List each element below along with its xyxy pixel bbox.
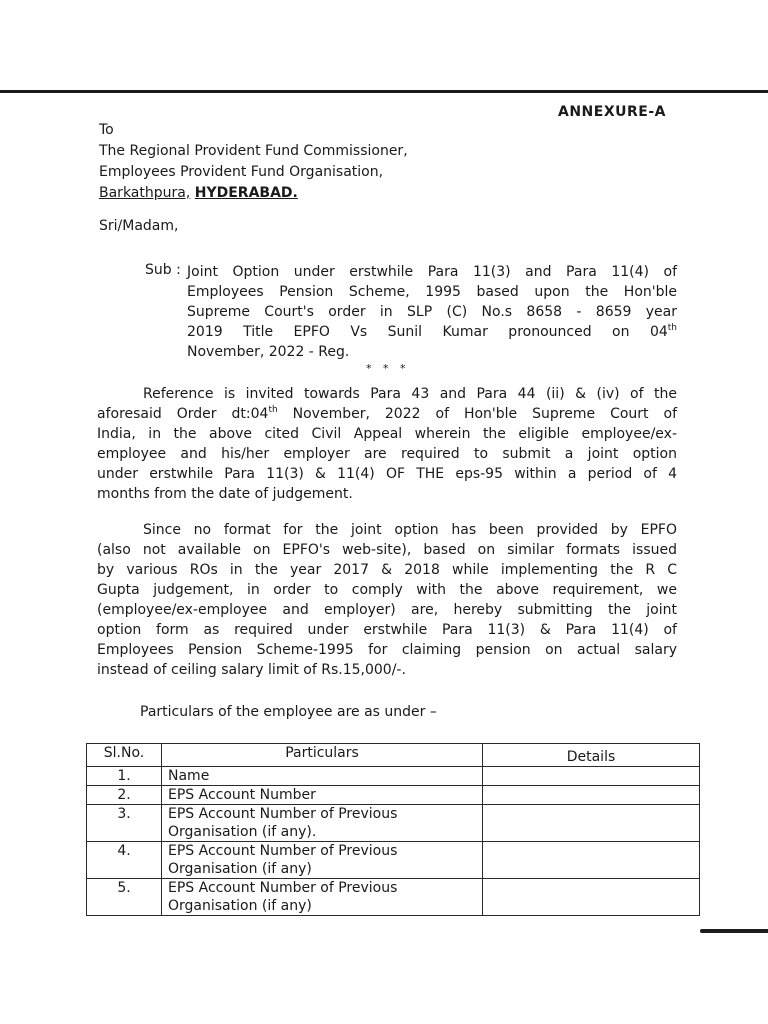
para2-line: Gupta judgement, in order to comply with the above requirement, we (97, 582, 677, 598)
row-particular: Name (162, 767, 483, 786)
para1-line: months from the date of judgement. (97, 486, 353, 502)
address-line-1: The Regional Provident Fund Commissioner, (99, 143, 408, 159)
row-slno: 3. (87, 805, 162, 842)
row-particular-line: Organisation (if any). (168, 824, 317, 840)
address-line-2: Employees Provident Fund Organisation, (99, 164, 384, 180)
subject-line: 2019 Title EPFO Vs Sunil Kumar pronounced on (187, 324, 630, 340)
subject-block (145, 262, 677, 362)
para1-line: employee and his/her employer are required to submit a joint option (97, 446, 677, 462)
address-to: To (99, 122, 114, 138)
header-slno: Sl.No. (87, 744, 162, 767)
row-particular-line: EPS Account Number of Previous (168, 880, 398, 896)
row-slno: 5. (87, 879, 162, 916)
table-row (87, 805, 700, 842)
para2-line: (employee/ex-employee and employer) are, hereby submitting the joint (97, 602, 677, 618)
para2-line: instead of ceiling salary limit of Rs.15,000/-. (97, 662, 406, 678)
subject-line-date (187, 322, 677, 342)
paragraph-joint-option (97, 520, 677, 680)
address-city-line (99, 183, 408, 204)
table-row (87, 842, 700, 879)
para1-date-rest: November, 2022 of Hon'ble Supreme Court of (277, 406, 678, 422)
header-particulars: Particulars (162, 744, 483, 767)
para2-line: Since no format for the joint option has been provided by EPFO (143, 522, 677, 538)
table-header-row (87, 744, 700, 767)
separator-stars: * * * (366, 362, 410, 375)
subject-date-num: 04 (649, 324, 668, 340)
salutation: Sri/Madam, (99, 218, 179, 234)
row-slno: 2. (87, 786, 162, 805)
paragraph-reference (97, 384, 677, 504)
para1-line-date (97, 404, 677, 424)
table-row (87, 879, 700, 916)
para2-line: option form as required under erstwhile Para 11(3) & Para 11(4) of (97, 622, 677, 638)
top-rule (0, 90, 768, 93)
header-details: Details (483, 744, 700, 767)
recipient-address (99, 120, 408, 204)
para1-line: under erstwhile Para 11(3) & 11(4) OF THE eps-95 within a period of 4 (97, 466, 677, 482)
page-edge-mark (700, 929, 768, 933)
address-city: Barkathpura, (99, 185, 191, 201)
row-slno: 1. (87, 767, 162, 786)
para2-line: (also not available on EPFO's web-site), based on similar formats issued (97, 542, 677, 558)
address-city-bold: HYDERABAD. (194, 185, 298, 201)
row-particular-line: Organisation (if any) (168, 861, 312, 877)
subject-label: Sub : (145, 262, 181, 278)
row-slno: 4. (87, 842, 162, 879)
row-details (483, 842, 700, 879)
para1-date-text: aforesaid Order dt:04 (97, 406, 269, 422)
para1-line: India, in the above cited Civil Appeal wherein the eligible employee/ex- (97, 426, 677, 442)
subject-line: Supreme Court's order in SLP (C) No.s 8658 - 8659 year (187, 304, 677, 320)
row-particular (162, 805, 483, 842)
subject-last-line: November, 2022 - Reg. (187, 344, 350, 360)
para1-line: Reference is invited towards Para 43 and Para 44 (ii) & (iv) of the (143, 386, 677, 402)
subject-line: Joint Option under erstwhile Para 11(3) and Para 11(4) of (187, 264, 677, 280)
row-particular-line: Organisation (if any) (168, 898, 312, 914)
row-details (483, 767, 700, 786)
para2-line: by various ROs in the year 2017 & 2018 while implementing the R C (97, 562, 677, 578)
row-particular (162, 842, 483, 879)
table-row (87, 767, 700, 786)
table-intro: Particulars of the employee are as under – (140, 704, 437, 720)
row-details (483, 879, 700, 916)
row-particular (162, 879, 483, 916)
para1-date-sup: th (268, 405, 278, 415)
row-particular: EPS Account Number (162, 786, 483, 805)
employee-particulars-table (86, 743, 700, 916)
row-details (483, 786, 700, 805)
annexure-label: ANNEXURE-A (558, 104, 666, 120)
subject-date-sup: th (667, 323, 677, 333)
para2-line: Employees Pension Scheme-1995 for claiming pension on actual salary (97, 642, 677, 658)
row-particular-line: EPS Account Number of Previous (168, 843, 398, 859)
table-row (87, 786, 700, 805)
row-details (483, 805, 700, 842)
subject-line: Employees Pension Scheme, 1995 based upon the Hon'ble (187, 284, 677, 300)
row-particular-line: EPS Account Number of Previous (168, 806, 398, 822)
